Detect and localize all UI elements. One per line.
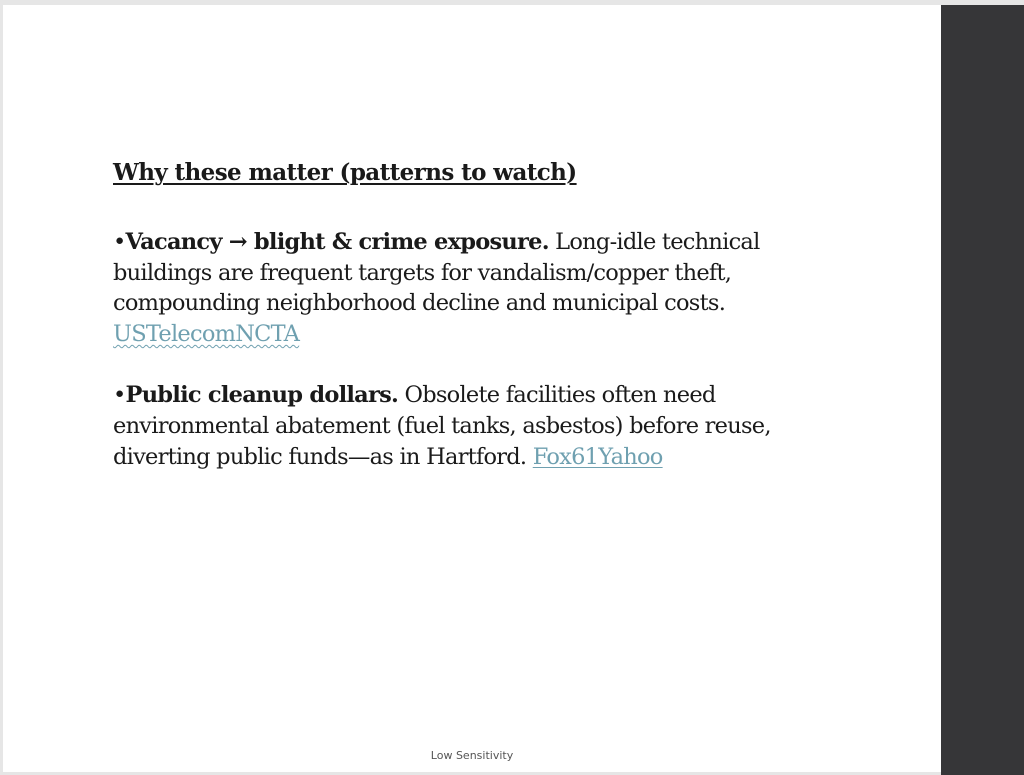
source-link-fox61yahoo[interactable]: Fox61Yahoo (532, 443, 663, 470)
document-page (3, 5, 941, 772)
list-item-vacancy (113, 227, 773, 349)
source-link-ustelecomncta[interactable]: USTelecomNCTA (113, 320, 300, 347)
bullet: • (113, 382, 126, 409)
dark-side-panel (941, 5, 1024, 775)
list-item-cleanup (113, 380, 773, 472)
bullet: • (113, 229, 126, 255)
bold-lead: Vacancy → blight & crime exposure. (125, 229, 549, 255)
item-text: Obsolete facilities often need environmental abatement (fuel tanks, asbestos) before reuse, diverting public funds—as in Hartford. (113, 382, 771, 470)
sensitivity-label: Low Sensitivity (430, 749, 514, 762)
bold-lead: Public cleanup dollars. (125, 382, 399, 409)
page-content (113, 157, 773, 503)
item-text: Long-idle technical buildings are frequent targets for vandalism/copper theft, compounding neighborhood decline and municipal costs. (113, 229, 760, 317)
section-heading: Why these matter (patterns to watch) (113, 159, 577, 186)
